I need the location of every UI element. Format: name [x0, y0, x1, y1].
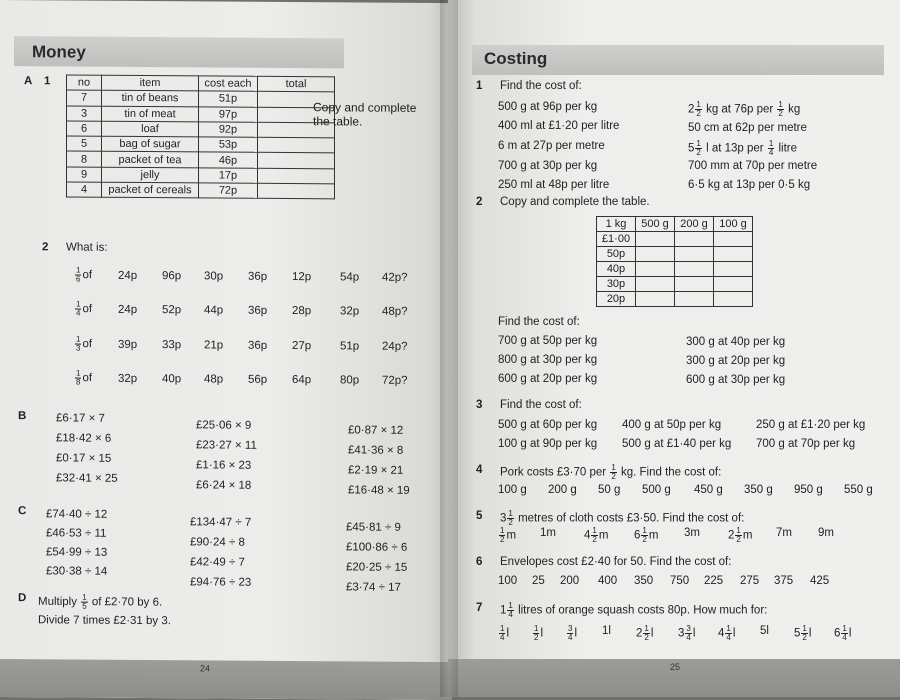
q1-item: 2 $\frac{1}{2}$ kg at 76p per $\frac{1}{2}$ kg — [688, 100, 801, 118]
whole-part: 6 — [834, 627, 841, 640]
section-label: D — [18, 592, 27, 605]
q2-item: 600 g at 30p per kg — [686, 374, 786, 386]
unit: l — [692, 627, 696, 640]
question-number: 3 — [476, 399, 483, 411]
whole-part: 2 — [728, 529, 735, 542]
calculation: £6·17 × 7 — [56, 412, 105, 425]
table-cell: 17p — [199, 168, 258, 184]
amount-value: 36p — [248, 339, 268, 352]
cost-table — [596, 216, 753, 307]
table-cell: 4 — [67, 182, 102, 198]
table-cell-empty — [636, 262, 675, 277]
calculation: £74·40 ÷ 12 — [46, 508, 108, 521]
question-number: 7 — [476, 602, 483, 614]
amount-value: 80p — [340, 374, 360, 387]
of-word: of — [82, 303, 93, 316]
table-cell: 8 — [67, 151, 102, 167]
weight-value: 450 g — [694, 484, 723, 496]
fraction-denominator: 2 — [534, 633, 539, 642]
amount-value: 96p — [162, 270, 182, 283]
of-word: of — [82, 269, 93, 282]
section-label: A — [24, 75, 33, 88]
question-text: Multiply $\frac{1}{5}$ of £2·70 by 6. — [38, 592, 163, 611]
of-word: of — [82, 372, 93, 385]
count-value: 750 — [670, 575, 690, 587]
fraction-denominator: 4 — [686, 633, 691, 642]
quantity-value — [498, 625, 509, 642]
right-page — [448, 0, 900, 697]
whole-part: 2 — [636, 627, 643, 640]
table-header-row — [597, 217, 753, 232]
calculation: £134·47 ÷ 7 — [190, 516, 252, 529]
amount-value: 44p — [204, 304, 224, 317]
fraction-numerator: 3 — [568, 624, 573, 633]
fraction — [801, 625, 807, 642]
calculation: £30·38 ÷ 14 — [46, 565, 108, 578]
fraction-denominator: 6 — [76, 274, 81, 284]
fraction — [641, 527, 647, 544]
fraction-denominator: 4 — [76, 308, 81, 318]
amount-value: 36p — [248, 304, 268, 317]
unit: l — [574, 627, 578, 640]
table-cell-empty — [675, 277, 714, 292]
question-text: Find the cost of: — [498, 316, 580, 328]
whole-part: 6 — [634, 529, 641, 542]
whole-part: 3 — [678, 627, 685, 640]
table-cell: tin of meat — [102, 106, 199, 122]
book-spine — [440, 0, 458, 697]
q2-item: 600 g at 20p per kg — [498, 373, 598, 385]
table-cell-empty — [675, 232, 714, 247]
unit: l — [540, 627, 544, 640]
fraction-denominator: 2 — [802, 633, 807, 642]
fraction-label — [74, 336, 92, 353]
q3-item: 500 g at £1·40 per kg — [622, 438, 732, 450]
quantity-value — [634, 527, 658, 544]
calculation: £32·41 × 25 — [56, 472, 118, 485]
quantity-value — [540, 527, 556, 540]
amount-value: 32p — [118, 372, 138, 385]
unit: l — [506, 627, 510, 640]
table-row — [597, 247, 753, 262]
whole-part: 1 — [602, 625, 609, 637]
fraction — [75, 336, 81, 353]
fraction-label — [74, 370, 92, 387]
fraction-denominator: 3 — [76, 343, 81, 353]
table-cell: 6 — [67, 121, 102, 137]
fraction-numerator: 1 — [500, 526, 505, 535]
question-text: 3 $\frac{1}{2}$ metres of cloth costs £3·50. Find the cost of: — [500, 509, 745, 527]
fraction — [591, 527, 597, 544]
table-cell-empty — [714, 247, 753, 262]
calculation: £18·42 × 6 — [56, 432, 112, 445]
fraction-numerator: 1 — [76, 265, 81, 275]
q1-item: 400 ml at £1·20 per litre — [498, 120, 620, 132]
whole-part: 4 — [718, 627, 725, 640]
amount-value: 30p — [204, 270, 224, 283]
page-footer — [0, 659, 452, 700]
quantity-value — [718, 625, 735, 642]
table-cell-empty — [714, 277, 753, 292]
amount-value: 52p — [162, 304, 182, 317]
calculation: £6·24 × 18 — [196, 479, 252, 492]
fraction — [725, 625, 731, 642]
q1-item: 50 cm at 62p per metre — [688, 122, 807, 134]
fraction — [685, 625, 691, 642]
q2-item: 300 g at 40p per kg — [686, 336, 786, 348]
fraction-numerator: 3 — [686, 624, 691, 633]
weight-value: 50 g — [598, 484, 621, 496]
count-value: 375 — [774, 575, 794, 587]
table-header-cell: 200 g — [675, 217, 714, 232]
fraction — [735, 527, 741, 544]
page-number: 25 — [670, 662, 681, 672]
table-cell — [258, 153, 335, 169]
fraction — [75, 301, 81, 318]
question-text: Pork costs £3·70 per $\frac{1}{2}$ kg. Find the cost of: — [500, 463, 722, 481]
quantity-value — [684, 527, 700, 540]
weight-value: 350 g — [744, 484, 773, 496]
q3-item: 700 g at 70p per kg — [756, 438, 856, 450]
table-cell — [258, 137, 335, 153]
fraction-numerator: 1 — [76, 368, 81, 378]
question-text: Divide 7 times £2·31 by 3. — [38, 614, 171, 628]
q1-item: 5 $\frac{1}{2}$ l at 13p per $\frac{1}{4}$ litre — [688, 139, 797, 157]
table-cell: 72p — [199, 183, 258, 199]
amount-value: 39p — [118, 338, 138, 351]
calculation: £42·49 ÷ 7 — [190, 556, 245, 569]
q3-item: 500 g at 60p per kg — [498, 419, 598, 431]
amount-value: 24p? — [382, 340, 408, 353]
fraction-label — [74, 267, 92, 284]
table-cell: tin of beans — [102, 91, 199, 107]
fraction — [499, 527, 505, 544]
quantity-value — [602, 625, 611, 638]
fraction-numerator: 1 — [76, 334, 81, 344]
fraction-denominator: 2 — [736, 535, 741, 544]
fraction — [75, 370, 81, 387]
table-cell: 46p — [199, 152, 258, 168]
items-table — [66, 74, 335, 199]
question-text: 1 $\frac{1}{4}$ litres of orange squash costs 80p. How much for: — [500, 601, 768, 619]
q1-item: 700 mm at 70p per metre — [688, 160, 818, 172]
weight-value: 500 g — [642, 484, 671, 496]
question-number: 6 — [476, 556, 483, 568]
calculation: £94·76 ÷ 23 — [190, 576, 252, 589]
calculation: £90·24 ÷ 8 — [190, 536, 245, 549]
amount-value: 48p? — [382, 305, 408, 318]
unit: l — [732, 627, 736, 640]
section-label: B — [18, 410, 27, 423]
question-number: 2 — [476, 196, 483, 208]
table-cell-empty — [636, 277, 675, 292]
weight-value: 950 g — [794, 484, 823, 496]
amount-value: 24p — [118, 303, 138, 316]
fraction-numerator: 1 — [592, 526, 597, 535]
amount-value: 21p — [204, 339, 224, 352]
amount-value: 48p — [204, 373, 224, 386]
amount-value: 72p? — [382, 374, 408, 387]
calculation: £46·53 ÷ 11 — [46, 527, 107, 540]
unit: l — [808, 627, 812, 640]
amount-value: 51p — [340, 340, 360, 353]
quantity-value — [584, 527, 608, 544]
fraction-numerator: 1 — [76, 299, 81, 309]
quantity-value — [498, 527, 516, 544]
quantity-value — [834, 625, 851, 642]
amount-value: 27p — [292, 340, 312, 353]
amount-value: 28p — [292, 305, 312, 318]
table-header-cell: 500 g — [636, 217, 675, 232]
count-value: 225 — [704, 575, 724, 587]
table-cell — [258, 183, 335, 199]
quantity-value — [760, 625, 769, 638]
quantity-value — [794, 625, 811, 642]
table-cell — [258, 168, 335, 184]
quantity-value — [636, 625, 653, 642]
calculation: £16·48 × 19 — [348, 484, 410, 497]
fraction — [841, 625, 847, 642]
question-text: Find the cost of: — [500, 399, 582, 411]
amount-value: 40p — [162, 373, 182, 386]
table-cell: bag of sugar — [102, 136, 199, 152]
table-cell: 5 — [67, 136, 102, 152]
amount-value: 64p — [292, 374, 312, 387]
table-cell: packet of cereals — [102, 182, 199, 198]
question-text: What is: — [66, 241, 108, 254]
table-cell: loaf — [102, 121, 199, 137]
fraction-denominator: 4 — [842, 633, 847, 642]
whole-part: 7 — [776, 527, 783, 539]
page-title: Money — [32, 42, 86, 62]
calculation: £1·16 × 23 — [196, 459, 252, 472]
table-header-cell: no — [67, 75, 102, 91]
amount-value: 36p — [248, 270, 268, 283]
table-cell: 40p — [597, 262, 636, 277]
question-text: Copy and complete the table. — [500, 196, 650, 208]
quantity-value — [728, 527, 752, 544]
count-value: 25 — [532, 575, 545, 587]
table-cell-empty — [714, 232, 753, 247]
whole-part: 1 — [540, 527, 547, 539]
count-value: 400 — [598, 575, 618, 587]
amount-value: 33p — [162, 339, 182, 352]
amount-value: 56p — [248, 373, 268, 386]
table-cell-empty — [675, 247, 714, 262]
table-cell-empty — [636, 247, 675, 262]
page-title: Costing — [484, 49, 548, 68]
quantity-value — [776, 527, 792, 540]
whole-part: 5 — [760, 625, 767, 637]
unit: m — [782, 527, 792, 539]
weight-value: 200 g — [548, 484, 577, 496]
calculation: £0·17 × 15 — [56, 452, 112, 465]
table-cell: 30p — [597, 277, 636, 292]
fraction-numerator: 1 — [802, 624, 807, 633]
unit: l — [766, 625, 769, 637]
quantity-value — [532, 625, 543, 642]
calculation: £41·36 × 8 — [348, 444, 404, 457]
table-header-cell: 100 g — [714, 217, 753, 232]
fraction-numerator: 1 — [842, 624, 847, 633]
table-row — [67, 182, 335, 199]
table-cell: 92p — [199, 122, 258, 138]
unit: m — [824, 527, 834, 539]
fraction-numerator: 1 — [642, 526, 647, 535]
of-word: of — [82, 338, 93, 351]
amount-value: 12p — [292, 271, 312, 284]
fraction-denominator: 4 — [500, 633, 505, 642]
fraction — [643, 625, 649, 642]
fraction-label — [74, 301, 92, 318]
weight-value: 100 g — [498, 484, 527, 496]
table-row — [597, 277, 753, 292]
amount-value: 24p — [118, 269, 138, 282]
whole-part: 4 — [584, 529, 591, 542]
q2-item: 800 g at 30p per kg — [498, 354, 598, 366]
table-header-cell: cost each — [199, 76, 258, 92]
calculation: £23·27 × 11 — [196, 439, 257, 452]
calculation: £45·81 ÷ 9 — [346, 521, 401, 534]
table-cell-empty — [675, 292, 714, 307]
calculation: £20·25 ÷ 15 — [346, 561, 408, 574]
table-header-cell: total — [258, 76, 335, 92]
table-cell-empty — [675, 262, 714, 277]
unit: l — [608, 625, 611, 637]
unit: m — [506, 529, 517, 542]
fraction-numerator: 1 — [726, 624, 731, 633]
calculation: £3·74 ÷ 17 — [346, 581, 401, 594]
count-value: 100 — [498, 575, 518, 587]
question-number: 4 — [476, 464, 483, 476]
section-label: C — [18, 505, 27, 518]
table-row — [597, 232, 753, 247]
q1-item: 6 m at 27p per metre — [498, 140, 605, 152]
calculation: £100·86 ÷ 6 — [346, 541, 408, 554]
fraction-denominator: 2 — [642, 535, 647, 544]
count-value: 275 — [740, 575, 760, 587]
fraction — [567, 625, 573, 642]
count-value: 200 — [560, 575, 580, 587]
calculation: £0·87 × 12 — [348, 424, 404, 437]
table-cell-empty — [636, 232, 675, 247]
table-cell: 9 — [67, 167, 102, 183]
q1-item: 700 g at 30p per kg — [498, 160, 598, 172]
amount-value: 54p — [340, 271, 360, 284]
table-cell: 7 — [67, 90, 102, 106]
q2-item: 300 g at 20p per kg — [686, 355, 786, 367]
whole-part: 5 — [794, 627, 801, 640]
table-cell: packet of tea — [102, 152, 199, 168]
fraction-denominator: 8 — [76, 377, 81, 387]
fraction-numerator: 1 — [644, 624, 649, 633]
table-row — [597, 262, 753, 277]
q3-item: 400 g at 50p per kg — [622, 419, 722, 431]
quantity-value — [678, 625, 695, 642]
table-header-cell: 1 kg — [597, 217, 636, 232]
table-cell: 97p — [199, 106, 258, 122]
table-cell-empty — [636, 292, 675, 307]
fraction-numerator: 1 — [500, 624, 505, 633]
fraction-denominator: 2 — [592, 535, 597, 544]
amount-value: 32p — [340, 305, 360, 318]
fraction-denominator: 4 — [568, 633, 573, 642]
question-number: 1 — [44, 75, 51, 88]
fraction-denominator: 2 — [500, 535, 505, 544]
unit: m — [690, 527, 700, 539]
table-cell: jelly — [102, 167, 199, 183]
q3-item: 250 g at £1·20 per kg — [756, 419, 866, 431]
q1-item: 250 ml at 48p per litre — [498, 179, 610, 191]
unit: m — [598, 529, 609, 542]
calculation: £2·19 × 21 — [348, 464, 404, 477]
fraction — [75, 267, 81, 284]
question-number: 1 — [476, 80, 483, 92]
unit: l — [848, 627, 852, 640]
question-number: 5 — [476, 510, 483, 522]
table-row — [597, 292, 753, 307]
whole-part: 9 — [818, 527, 825, 539]
q1-item: 6·5 kg at 13p per 0·5 kg — [688, 179, 811, 191]
table-cell: £1·00 — [597, 232, 636, 247]
unit: l — [650, 627, 654, 640]
page-number: 24 — [200, 663, 211, 674]
table-cell-empty — [714, 262, 753, 277]
count-value: 350 — [634, 575, 654, 587]
unit: m — [546, 527, 556, 539]
fraction — [533, 625, 539, 642]
whole-part: 3 — [684, 527, 691, 539]
fraction-numerator: 1 — [736, 526, 741, 535]
fraction-denominator: 2 — [644, 633, 649, 642]
quantity-value — [818, 527, 834, 540]
table-cell-empty — [714, 292, 753, 307]
quantity-value — [566, 625, 577, 642]
weight-value: 550 g — [844, 484, 873, 496]
unit: m — [742, 529, 753, 542]
q2-item: 700 g at 50p per kg — [498, 335, 598, 347]
question-number: 2 — [42, 241, 49, 254]
calculation: £54·99 ÷ 13 — [46, 546, 108, 559]
instruction-text: Copy and complete the table. — [313, 100, 417, 129]
amount-value: 42p? — [382, 271, 408, 284]
table-cell: 50p — [597, 247, 636, 262]
q1-item: 500 g at 96p per kg — [498, 101, 598, 113]
question-text: Find the cost of: — [500, 80, 582, 92]
fraction-numerator: 1 — [534, 624, 539, 633]
count-value: 425 — [810, 575, 830, 587]
table-cell: 51p — [199, 91, 258, 107]
unit: m — [648, 529, 659, 542]
question-text: Envelopes cost £2·40 for 50. Find the cost of: — [500, 556, 732, 568]
calculation: £25·06 × 9 — [196, 419, 252, 432]
table-cell: 3 — [67, 106, 102, 122]
table-header-cell: item — [102, 75, 199, 91]
table-cell: 20p — [597, 292, 636, 307]
fraction — [499, 625, 505, 642]
fraction-denominator: 4 — [726, 633, 731, 642]
q3-item: 100 g at 90p per kg — [498, 438, 598, 450]
table-cell: 53p — [199, 137, 258, 153]
